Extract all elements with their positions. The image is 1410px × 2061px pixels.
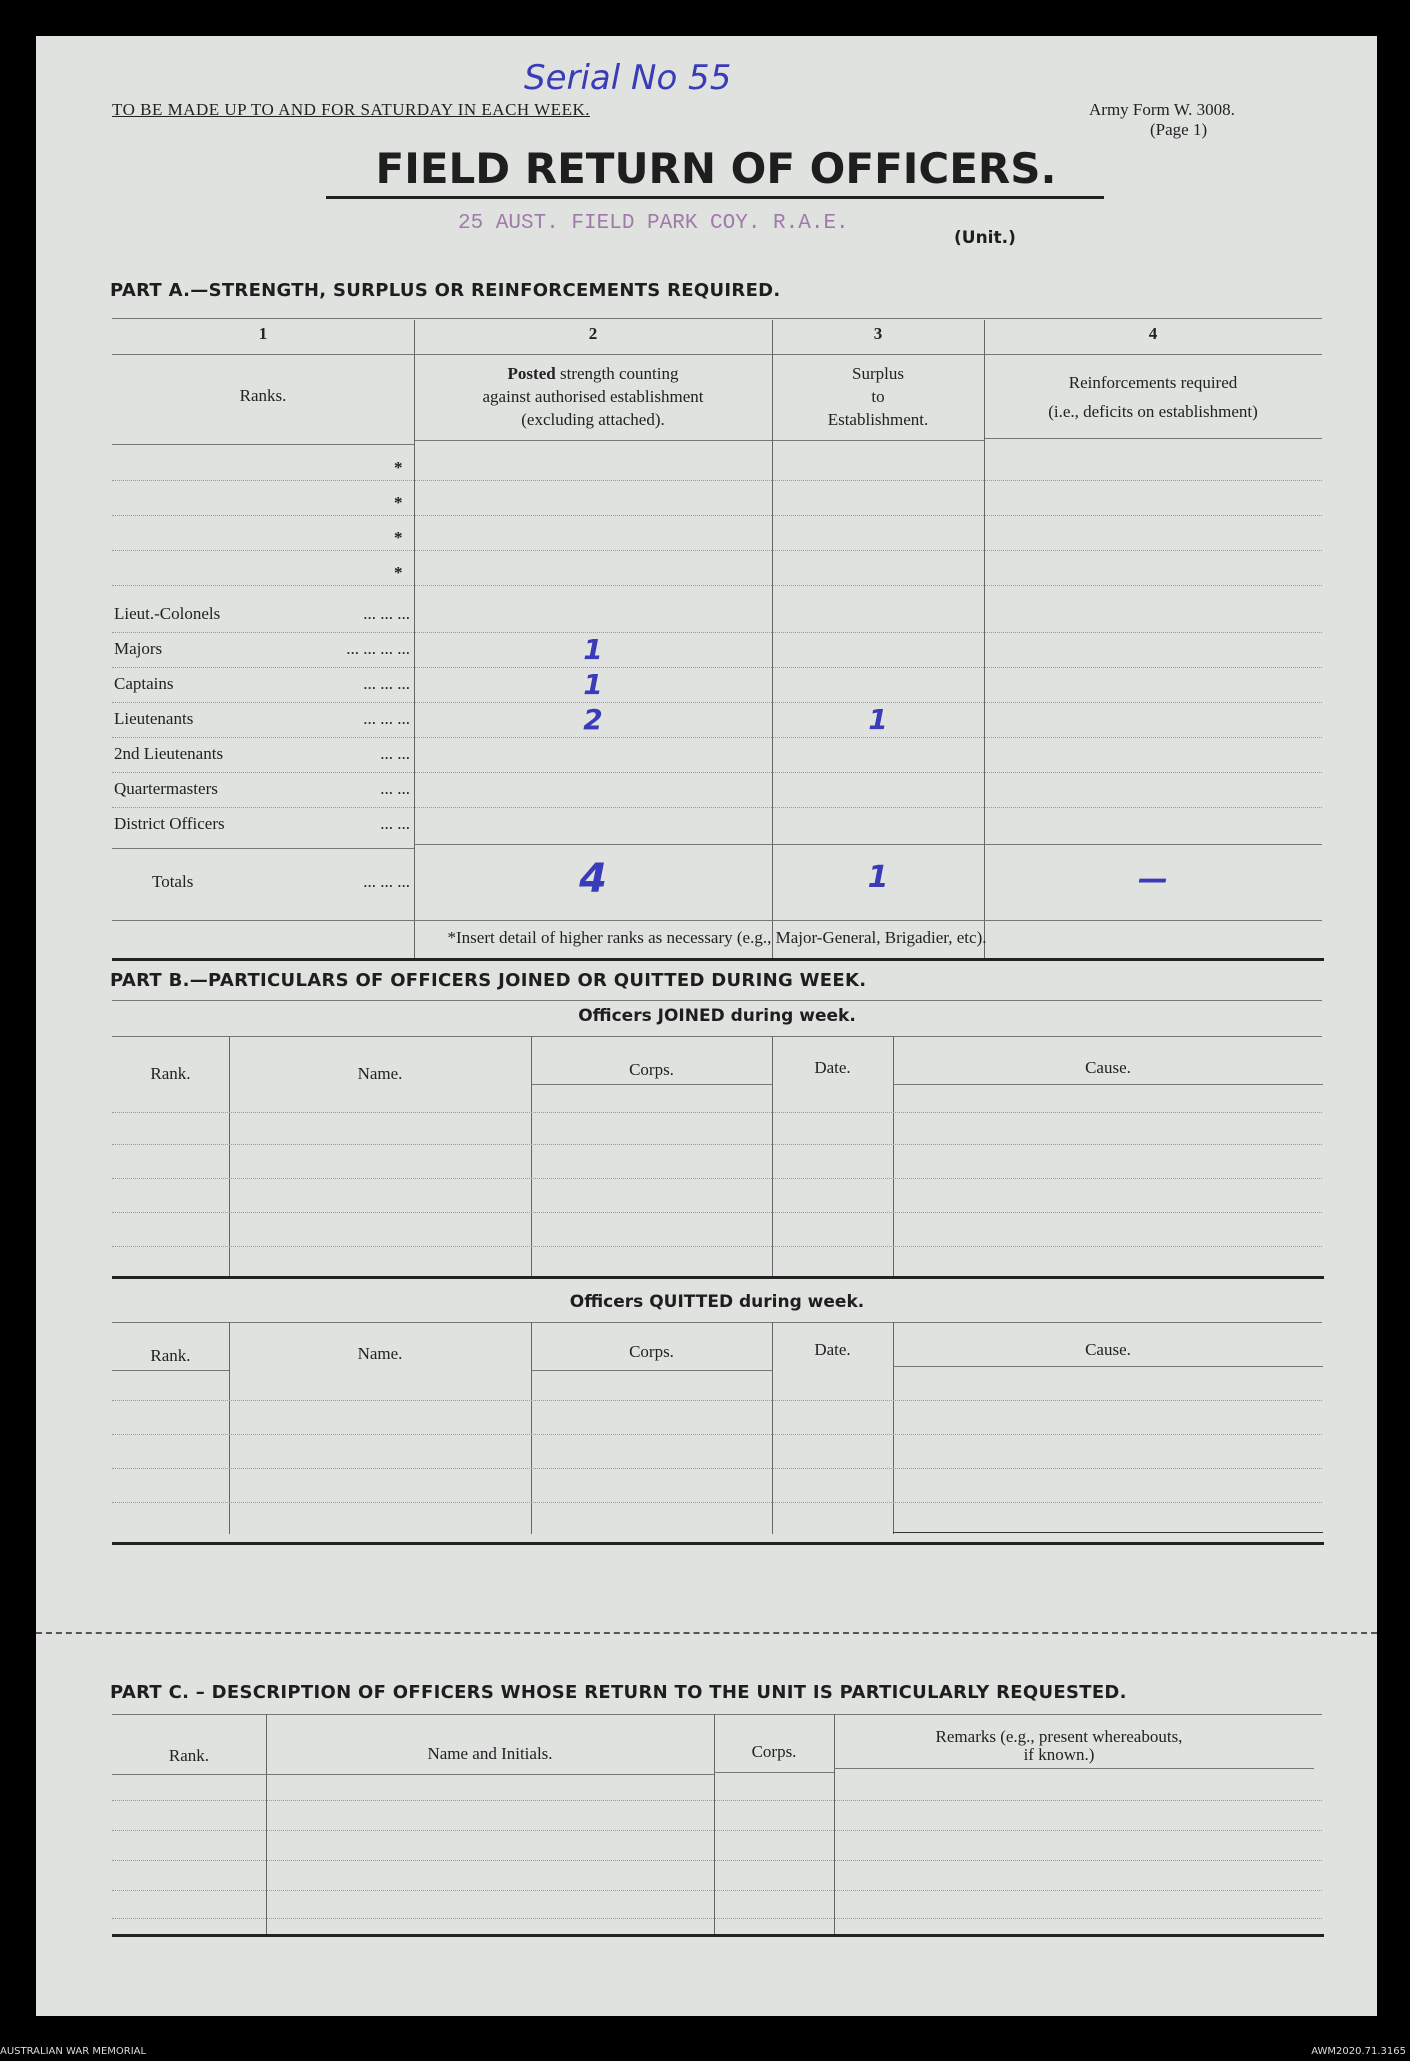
quitted-table — [36, 1322, 1377, 1534]
part-a-top-rule — [112, 318, 1322, 319]
rank-dots: ... ... — [380, 779, 410, 798]
col-number-3: 3 — [873, 324, 883, 343]
instruction-line: TO BE MADE UP TO AND FOR SATURDAY IN EACH WEEK. — [112, 100, 590, 119]
column-header: Rank. — [150, 1346, 191, 1365]
column-header: Cause. — [1085, 1340, 1131, 1359]
column-header: Name and Initials. — [427, 1744, 553, 1763]
footer-reference: AWM2020.71.3165 — [1311, 2046, 1406, 2057]
asterisk-marker: * — [394, 563, 403, 582]
posted-value: 1 — [583, 633, 603, 666]
posted-value: 1 — [583, 668, 603, 701]
asterisk-marker: * — [394, 493, 403, 512]
joined-table — [36, 1036, 1377, 1276]
part-a-footnote: *Insert detail of higher ranks as necessary (e.g., Major-General, Brigadier, etc). — [447, 928, 987, 947]
rank-row — [36, 633, 1377, 668]
column-header: Name. — [357, 1064, 403, 1083]
part-c-table — [36, 1714, 1377, 1934]
title-underline — [326, 196, 1104, 199]
joined-title: Officers JOINED during week. — [578, 1006, 856, 1026]
page-label: (Page 1) — [1150, 120, 1208, 139]
rank-dots: ... ... ... — [363, 709, 410, 728]
rank-row — [36, 773, 1377, 808]
form-title: FIELD RETURN OF OFFICERS. — [375, 144, 1057, 193]
unit-stamp: 25 AUST. FIELD PARK COY. R.A.E. — [458, 212, 849, 235]
col-number-1: 1 — [258, 324, 268, 343]
rank-label: 2nd Lieutenants — [114, 744, 224, 763]
unit-label: (Unit.) — [954, 228, 1016, 248]
totals-posted-value: 4 — [579, 856, 607, 902]
column-header: Date. — [814, 1340, 851, 1359]
rank-label: District Officers — [114, 814, 225, 833]
asterisk-marker: * — [394, 528, 403, 547]
part-c-heading: PART C. – DESCRIPTION OF OFFICERS WHOSE RETURN TO THE UNIT IS PARTICULARLY REQUESTED. — [110, 1682, 1127, 1703]
column-header: Rank. — [150, 1064, 191, 1083]
column-header: Name. — [357, 1344, 403, 1363]
totals-dots: ... ... ... — [363, 872, 410, 891]
col-ranks-header: Ranks. — [239, 386, 287, 405]
rank-row — [36, 598, 1377, 633]
asterisk-marker: * — [394, 458, 403, 477]
rank-label: Lieut.-Colonels — [114, 604, 221, 623]
rank-label: Quartermasters — [114, 779, 218, 798]
rank-row — [36, 738, 1377, 773]
rank-label: Captains — [114, 674, 174, 693]
surplus-value: 1 — [868, 703, 888, 736]
rank-dots: ... ... ... — [363, 674, 410, 693]
quitted-title: Officers QUITTED during week. — [569, 1292, 865, 1312]
column-header: Rank. — [168, 1746, 210, 1765]
totals-reinforcements-value: — — [1138, 862, 1168, 897]
rank-label: Lieutenants — [114, 709, 194, 728]
rank-row — [36, 703, 1377, 738]
col-number-4: 4 — [1148, 324, 1158, 343]
rank-label: Majors — [114, 639, 163, 658]
col-reinforcements-header: Reinforcements required (i.e., deficits on establishment) — [1048, 373, 1258, 421]
totals-label: Totals — [152, 872, 194, 891]
part-a-heading: PART A.—STRENGTH, SURPLUS OR REINFORCEMENTS REQUIRED. — [110, 280, 781, 301]
part-b-heading: PART B.—PARTICULARS OF OFFICERS JOINED OR QUITTED DURING WEEK. — [110, 970, 867, 991]
column-header: Corps. — [629, 1060, 674, 1079]
rank-dots: ... ... — [380, 814, 410, 833]
col-posted-header: Posted strength counting against authorised establishment (excluding attached). — [482, 364, 704, 429]
remarks-header: Remarks (e.g., present whereabouts, if known.) — [935, 1727, 1183, 1764]
col-surplus-header: Surplus to Establishment. — [827, 364, 929, 429]
rank-dots: ... ... — [380, 744, 410, 763]
form-paper — [36, 36, 1377, 2016]
rank-row — [36, 668, 1377, 703]
column-header: Corps. — [751, 1742, 797, 1761]
column-header: Corps. — [629, 1342, 674, 1361]
form-number: Army Form W. 3008. — [1089, 100, 1235, 119]
rank-dots: ... ... ... ... — [346, 639, 410, 658]
posted-value: 2 — [583, 703, 603, 736]
totals-surplus-value: 1 — [867, 860, 889, 895]
perforation-line — [36, 1632, 1377, 1634]
handwritten-serial: Serial No 55 — [524, 58, 732, 98]
totals-row — [36, 856, 1377, 926]
rank-dots: ... ... ... — [363, 604, 410, 623]
footer-source: AUSTRALIAN WAR MEMORIAL — [0, 2046, 147, 2057]
col-number-2: 2 — [588, 324, 598, 343]
column-header: Cause. — [1085, 1058, 1131, 1077]
column-header: Date. — [814, 1058, 851, 1077]
rank-row — [36, 808, 1377, 843]
